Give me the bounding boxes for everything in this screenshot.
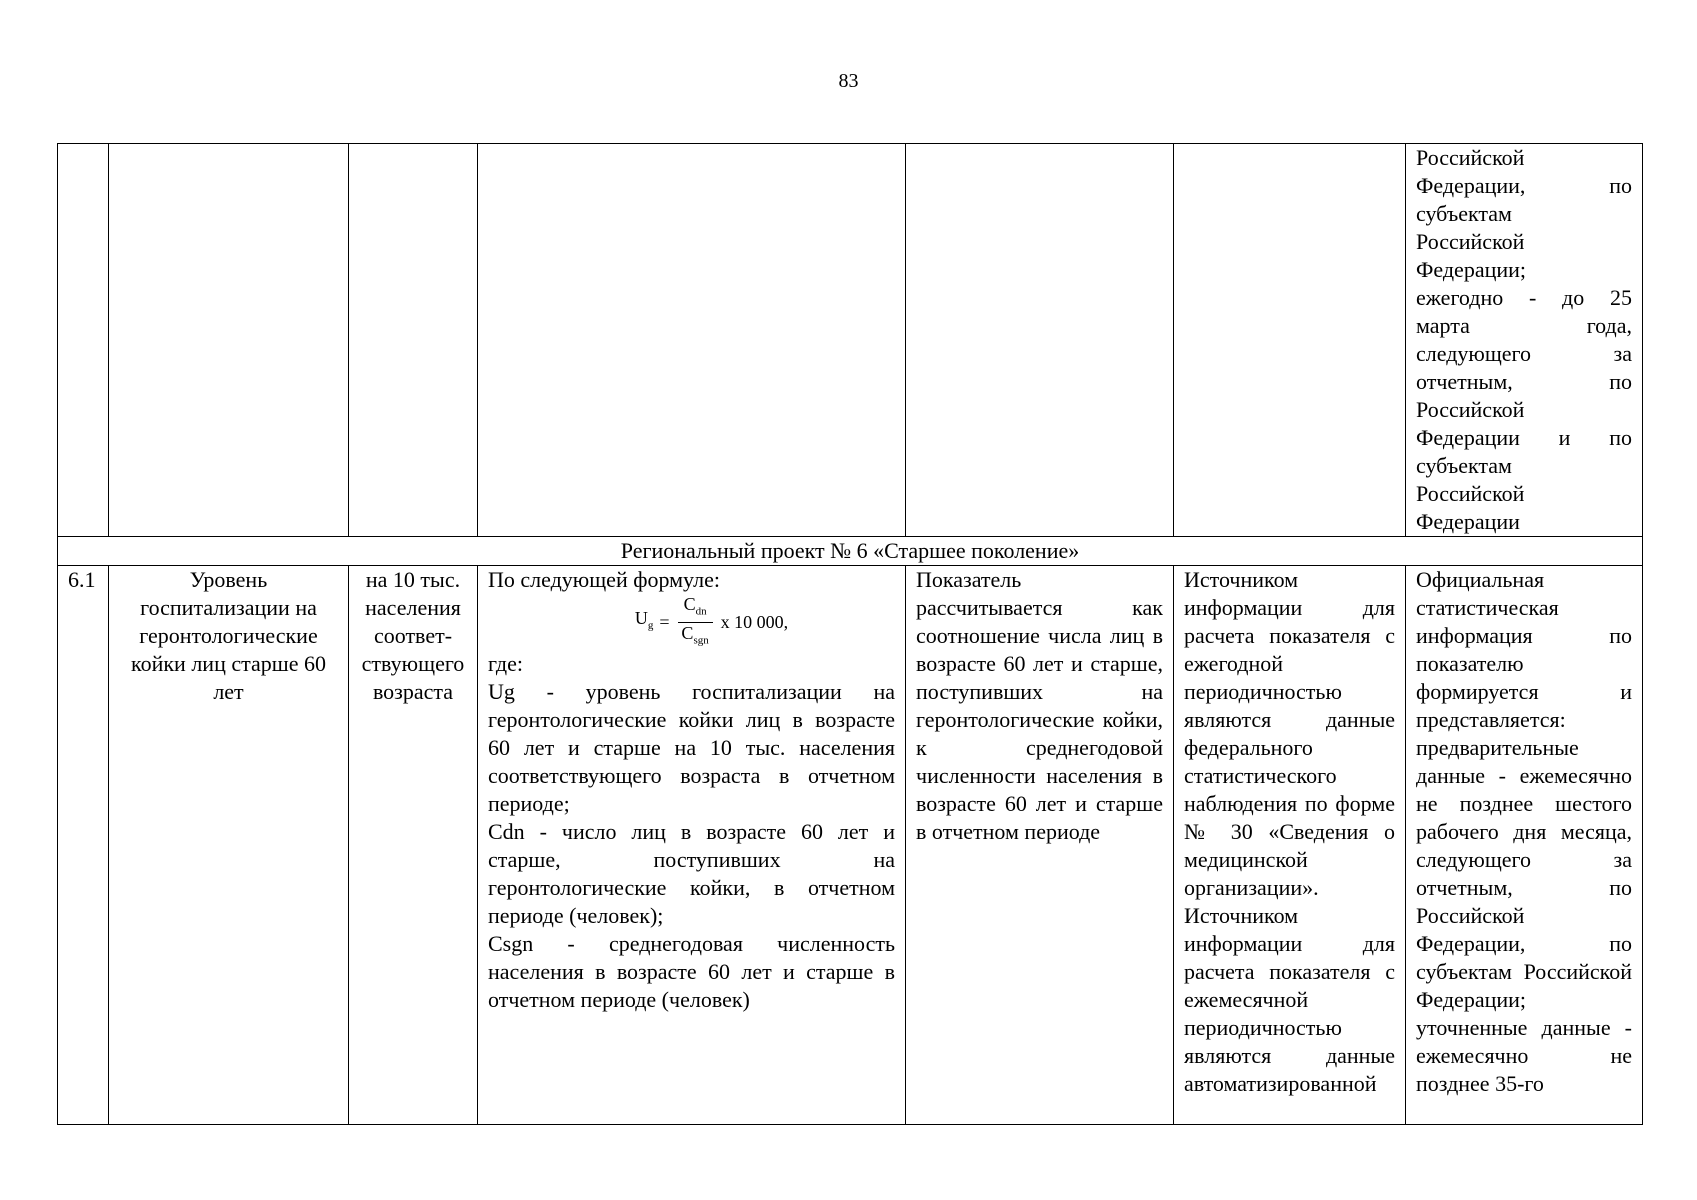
continuation-line: ежегодно - до 25 [1416, 285, 1632, 310]
cell-unit: на 10 тыс. населения соответ-ствующего возраста [349, 566, 478, 1125]
cell-empty [906, 144, 1174, 537]
continuation-line: субъектам [1416, 201, 1512, 226]
formula-denominator: $C_{sgn}$ [681, 622, 709, 647]
cell-indicator-name: Уровень госпитализации на геронтологические койки лиц старше 60 лет [109, 566, 349, 1125]
formula-where: где: [488, 651, 523, 676]
cell-empty [58, 144, 109, 537]
continuation-line: следующего за [1416, 341, 1632, 366]
cell-calculation-method: Показатель рассчитывается как соотношение числа лиц в возрасте 60 лет и старше, поступивших на геронтологические койки, к среднегодовой численности населения в возрасте 60 лет и старше в отчетном периоде [906, 566, 1174, 1125]
formula-intro: По следующей формуле: [488, 567, 720, 592]
continuation-line: Федерации; [1416, 257, 1527, 282]
cell-empty [349, 144, 478, 537]
continuation-line: марта года, [1416, 313, 1632, 338]
continuation-line: Федерации и по [1416, 425, 1632, 450]
continuation-line: Российской [1416, 397, 1525, 422]
formula-lhs: $U_g$ [634, 608, 654, 632]
definition-cdn: Cdn - число лиц в возрасте 60 лет и старше, поступивших на геронтологические койки, в отчетном периоде (человек); [488, 819, 895, 928]
continuation-line: Российской [1416, 145, 1525, 170]
cell-empty [478, 144, 906, 537]
cell-empty [109, 144, 349, 537]
table-row-indicator-6-1 [58, 566, 1643, 1125]
cell-formula [478, 566, 906, 1125]
continuation-line: Федерации, по [1416, 173, 1632, 198]
cell-indicator-number: 6.1 [58, 566, 109, 1125]
page-number: 83 [838, 70, 859, 92]
table-row-continuation [58, 144, 1643, 537]
definition-ug: Ug - уровень госпитализации на геронтологические койки лиц в возрасте 60 лет и старше на 10 тыс. населения соответствующего возраста в отчетном периоде; [488, 679, 895, 816]
formula-multiplier: x 10 000, [720, 612, 789, 632]
formula-equals: = [659, 612, 670, 632]
continuation-line: Российской [1416, 481, 1525, 506]
indicator-table [57, 143, 1643, 1125]
cell-publication-schedule-continued [1406, 144, 1643, 537]
section-title: Региональный проект № 6 «Старшее поколение» [58, 537, 1643, 566]
formula-expression [528, 594, 895, 650]
cell-publication-schedule: Официальная статистическая информация по показателю формируется и представляется: предварительные данные - ежемесячно не позднее шестого рабочего дня месяца, следующего за отчетным, по Российской Федерации, по субъектам Российской Федерации; уточненные данные - ежемесячно не позднее 35-го [1406, 566, 1643, 1125]
definition-csgn: Csgn - среднегодовая численность населения в возрасте 60 лет и старше в отчетном периоде (человек) [488, 931, 895, 1012]
continuation-line: Российской [1416, 229, 1525, 254]
continuation-line: субъектам [1416, 453, 1512, 478]
table-row-section [58, 537, 1643, 566]
continuation-line: Федерации [1416, 509, 1520, 534]
formula-fraction [678, 594, 713, 650]
cell-empty [1174, 144, 1406, 537]
continuation-line: отчетным, по [1416, 369, 1632, 394]
formula-numerator: $C_{dn}$ [678, 594, 713, 623]
cell-data-source: Источником информации для расчета показателя с ежегодной периодичностью являются данные федерального статистического наблюдения по форме № 30 «Сведения о медицинской организации». Источником информации для расчета показателя с ежемесячной периодичностью являются данные автоматизированной [1174, 566, 1406, 1125]
